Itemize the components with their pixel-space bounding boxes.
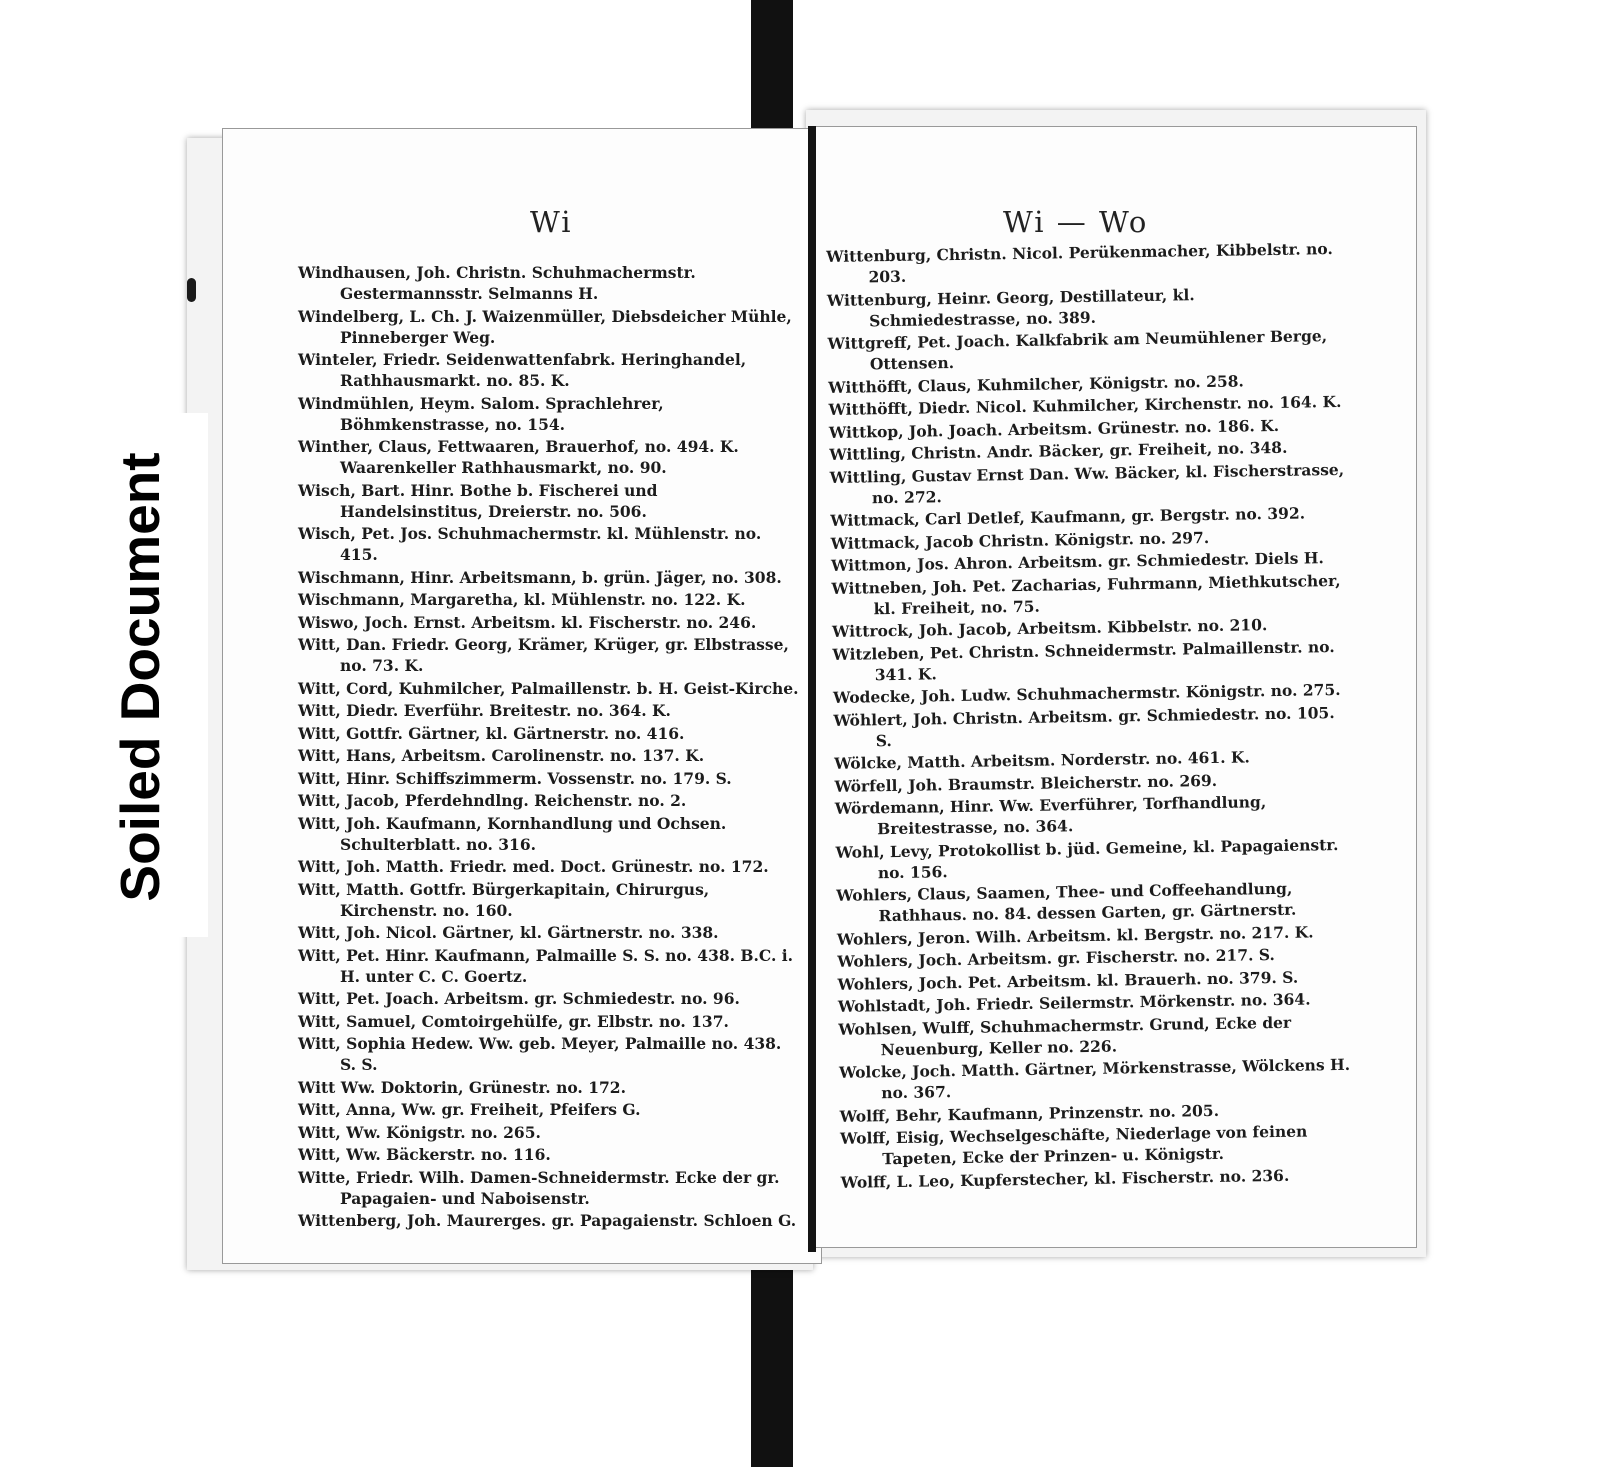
binding-hole [187, 278, 196, 302]
directory-entry: Witt, Diedr. Everführ. Breitestr. no. 364. K. [298, 701, 671, 720]
directory-entry: Wohlsen, Wulff, Schuhmachermstr. Grund, Ecke der Neuenburg, Keller no. 226. [838, 1012, 1292, 1059]
directory-entry: Witt, Joh. Nicol. Gärtner, kl. Gärtnerstr. no. 338. [298, 923, 719, 942]
left-page-header: Wi [530, 205, 573, 239]
directory-entry: Witt, Anna, Ww. gr. Freiheit, Pfeifers G. [298, 1100, 641, 1119]
directory-entry: Wittenburg, Heinr. Georg, Destillateur, kl. Schmiedestrasse, no. 389. [826, 284, 1195, 330]
directory-entry: Wodecke, Joh. Ludw. Schuhmachermstr. Königstr. no. 275. [832, 679, 1341, 707]
directory-entry: Wohlers, Jeron. Wilh. Arbeitsm. kl. Bergstr. no. 217. K. [836, 921, 1314, 949]
directory-entry: Wohl, Levy, Protokollist b. jüd. Gemeine, kl. Papagaienstr. no. 156. [835, 834, 1339, 882]
right-page-header: Wi — Wo [1003, 205, 1149, 239]
directory-entry: Wittkop, Joh. Joach. Arbeitsm. Grünestr. no. 186. K. [828, 415, 1280, 442]
directory-entry: Witthöfft, Claus, Kuhmilcher, Königstr. no. 258. [828, 370, 1245, 397]
directory-entry: Winteler, Friedr. Seidenwattenfabrk. Heringhandel, Rathhausmarkt. no. 85. K. [298, 350, 747, 390]
directory-entry: Witt, Joh. Matth. Friedr. med. Doct. Grünestr. no. 172. [298, 857, 769, 876]
directory-entry: Windhausen, Joh. Christn. Schuhmachermstr. Gestermannsstr. Selmanns H. [298, 263, 696, 303]
directory-entry: Wittmack, Carl Detlef, Kaufmann, gr. Bergstr. no. 392. [830, 503, 1306, 530]
directory-entry: Wischmann, Margaretha, kl. Mühlenstr. no. 122. K. [298, 590, 746, 609]
directory-entry: Wisch, Pet. Jos. Schuhmachermstr. kl. Mühlenstr. no. 415. [298, 524, 762, 564]
directory-entry: Witt, Jacob, Pferdehndlng. Reichenstr. no. 2. [298, 791, 687, 810]
directory-entry: Wiswo, Joch. Ernst. Arbeitsm. kl. Fischerstr. no. 246. [298, 612, 757, 632]
directory-entry: Wörfell, Joh. Braumstr. Bleicherstr. no. 269. [834, 770, 1218, 796]
directory-entry: Windmühlen, Heym. Salom. Sprachlehrer, Böhmkenstrasse, no. 154. [298, 393, 664, 434]
directory-entry: Witt, Pet. Hinr. Kaufmann, Palmaille S. S. no. 438. B.C. i. H. unter C. C. Goertz. [298, 945, 794, 986]
directory-entry: Wohlers, Claus, Saamen, Thee- und Coffeehandlung, Rathhaus. no. 84. dessen Garten, gr. Gärtnerstr. [836, 878, 1297, 926]
directory-entry: Wohlstadt, Joh. Friedr. Seilermstr. Mörkenstr. no. 364. [837, 989, 1311, 1016]
book-spine [808, 126, 816, 1252]
directory-entry: Wittenberg, Joh. Maurerges. gr. Papagaienstr. Schloen G. [298, 1211, 797, 1230]
directory-entry: Wittling, Christn. Andr. Bäcker, gr. Freiheit, no. 348. [829, 437, 1288, 464]
directory-entry: Witte, Friedr. Wilh. Damen-Schneidermstr. Ecke der gr. Papagaien- und Naboisenstr. [298, 1167, 780, 1208]
directory-entry: Witt, Matth. Gottfr. Bürgerkapitain, Chirurgus, Kirchenstr. no. 160. [298, 879, 710, 920]
directory-entry: Wittmack, Jacob Christn. Königstr. no. 297. [830, 527, 1210, 553]
directory-entry: Wolff, Behr, Kaufmann, Prinzenstr. no. 205. [839, 1100, 1220, 1126]
directory-entry: Wohlers, Joch. Pet. Arbeitsm. kl. Brauerh. no. 379. S. [837, 967, 1299, 994]
right-entry-list [826, 238, 1361, 1194]
directory-entry: Witt Ww. Doktorin, Grünestr. no. 172. [298, 1077, 626, 1097]
directory-entry: Wittrock, Joh. Jacob, Arbeitsm. Kibbelstr. no. 210. [831, 615, 1268, 641]
directory-entry: Witt, Dan. Friedr. Georg, Krämer, Krüger, gr. Elbstrasse, no. 73. K. [298, 635, 789, 675]
directory-entry: Wischmann, Hinr. Arbeitsmann, b. grün. Jäger, no. 308. [298, 567, 782, 587]
directory-entry: Witt, Hans, Arbeitsm. Carolinenstr. no. 137. K. [298, 746, 705, 765]
directory-entry: Witzleben, Pet. Christn. Schneidermstr. Palmaillenstr. no. 341. K. [832, 636, 1335, 684]
directory-entry: Wolff, Eisig, Wechselgeschäfte, Niederlage von feinen Tapeten, Ecke der Prinzen- u. Königstr. [839, 1121, 1308, 1169]
gutter-bar-top [751, 0, 793, 135]
directory-entry: Wittenburg, Christn. Nicol. Perükenmacher, Kibbelstr. no. 203. [826, 239, 1333, 287]
gutter-bar-bottom [751, 1255, 793, 1467]
directory-entry: Wöhlert, Joh. Christn. Arbeitsm. gr. Schmiedestr. no. 105. S. [833, 702, 1335, 750]
directory-entry: Witt, Hinr. Schiffszimmerm. Vossenstr. no. 179. S. [298, 768, 732, 788]
directory-entry: Witt, Joh. Kaufmann, Kornhandlung und Ochsen. Schulterblatt. no. 316. [298, 813, 727, 854]
directory-entry: Wolcke, Joch. Matth. Gärtner, Mörkenstrasse, Wölckens H. no. 367. [838, 1054, 1351, 1103]
directory-entry: Wittling, Gustav Ernst Dan. Ww. Bäcker, kl. Fischerstrasse, no. 272. [829, 459, 1345, 507]
directory-entry: Wördemann, Hinr. Ww. Everführer, Torfhandlung, Breitestrasse, no. 364. [834, 792, 1267, 839]
directory-entry: Wittmon, Jos. Ahron. Arbeitsm. gr. Schmiedestr. Diels H. [830, 548, 1324, 575]
directory-entry: Wisch, Bart. Hinr. Bothe b. Fischerei und Handelsinstitus, Dreierstr. no. 506. [298, 480, 658, 521]
directory-entry: Witthöfft, Diedr. Nicol. Kuhmilcher, Kirchenstr. no. 164. K. [828, 391, 1342, 419]
directory-entry: Witt, Samuel, Comtoirgehülfe, gr. Elbstr. no. 137. [298, 1011, 729, 1031]
directory-entry: Wittgreff, Pet. Joach. Kalkfabrik am Neumühlener Berge, Ottensen. [827, 326, 1328, 374]
directory-entry: Windelberg, L. Ch. J. Waizenmüller, Diebsdeicher Mühle, Pinneberger Weg. [298, 306, 792, 347]
directory-entry: Wohlers, Joch. Arbeitsm. gr. Fischerstr. no. 217. S. [837, 945, 1276, 971]
directory-entry: Wittneben, Joh. Pet. Zacharias, Fuhrmann, Miethkutscher, kl. Freiheit, no. 75. [831, 570, 1341, 618]
left-entry-list [298, 262, 800, 1233]
directory-entry: Wölcke, Matth. Arbeitsm. Norderstr. no. 461. K. [833, 747, 1250, 773]
directory-entry: Winther, Claus, Fettwaaren, Brauerhof, no. 494. K. Waarenkeller Rathhausmarkt, no. 90. [298, 437, 739, 477]
directory-entry: Witt, Ww. Bäckerstr. no. 116. [298, 1145, 551, 1164]
directory-entry: Witt, Sophia Hedew. Ww. geb. Meyer, Palmaille no. 438. S. S. [298, 1034, 782, 1074]
soiled-document-label: Soiled Document [109, 452, 171, 902]
directory-entry: Witt, Ww. Königstr. no. 265. [298, 1122, 541, 1142]
directory-entry: Wolff, L. Leo, Kupferstecher, kl. Fischerstr. no. 236. [840, 1165, 1290, 1192]
directory-entry: Witt, Cord, Kuhmilcher, Palmaillenstr. b. H. Geist-Kirche. [298, 678, 799, 698]
directory-entry: Witt, Gottfr. Gärtner, kl. Gärtnerstr. no. 416. [298, 723, 685, 743]
directory-entry: Witt, Pet. Joach. Arbeitsm. gr. Schmiedestr. no. 96. [298, 989, 740, 1008]
